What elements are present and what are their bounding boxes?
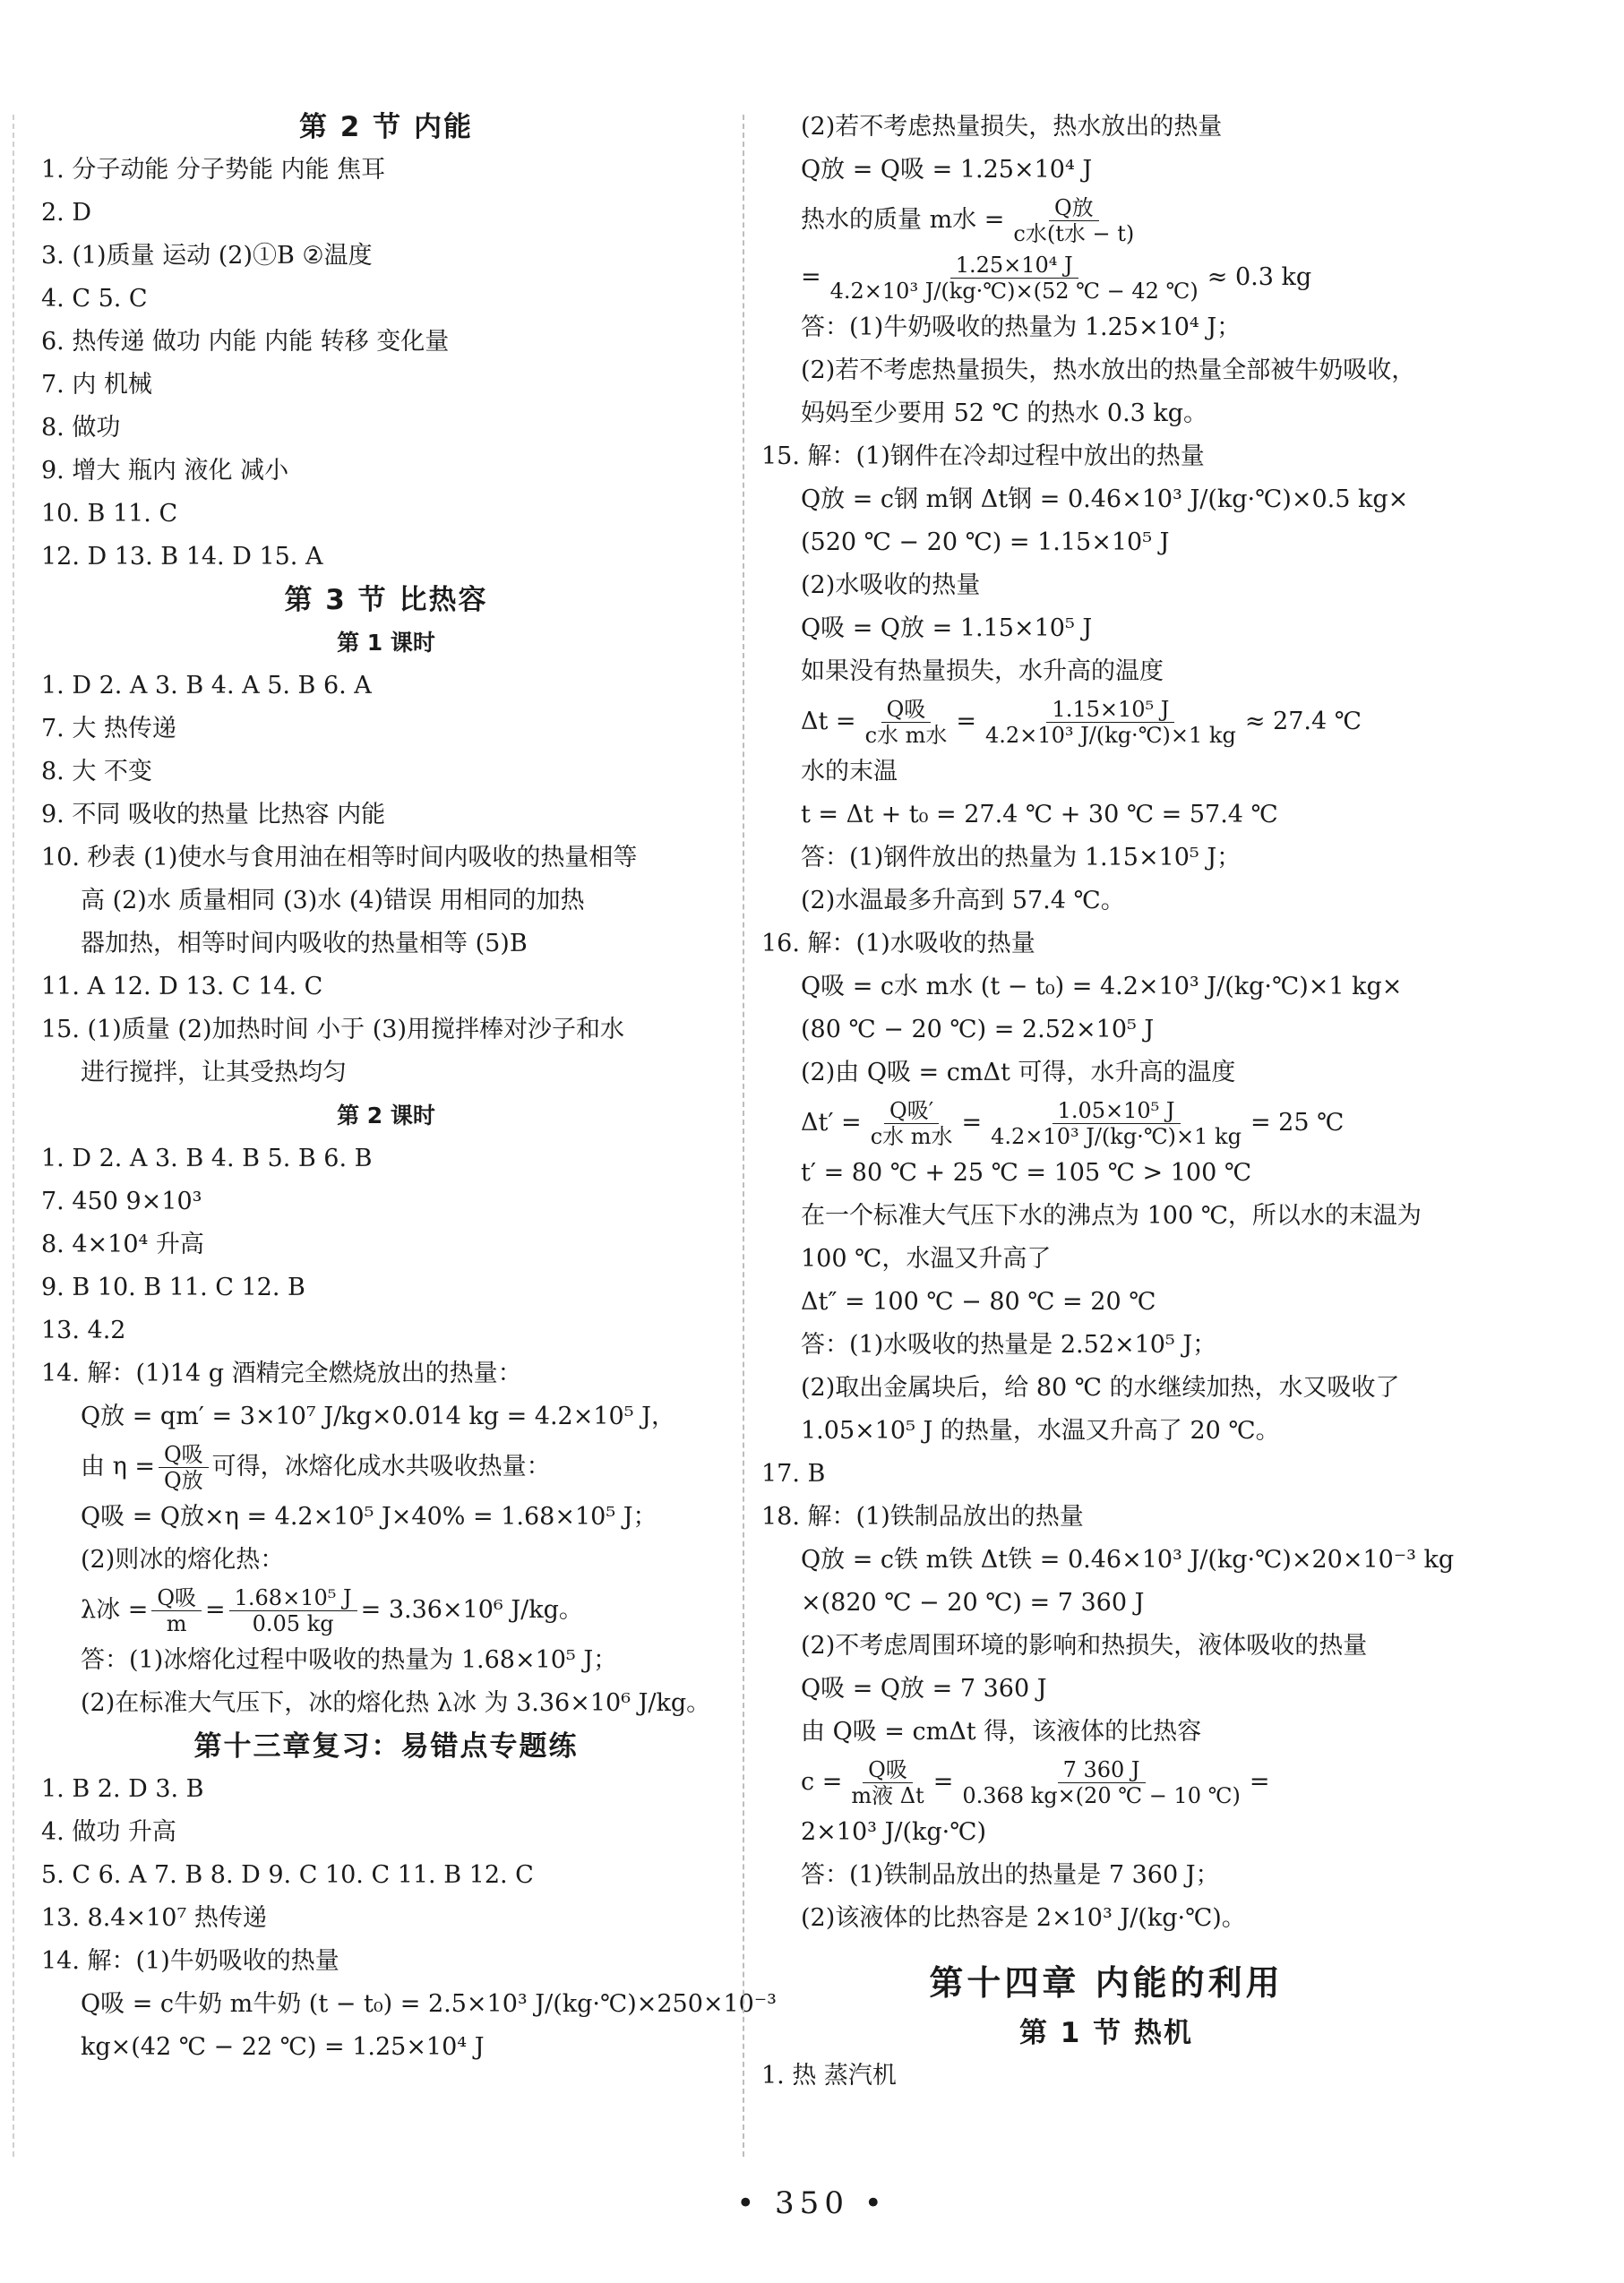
- formula-line: [761, 249, 1451, 306]
- answer-line: 1. 分子动能 分子势能 内能 焦耳: [41, 156, 386, 184]
- answer-continuation: 妈妈至少要用 52 ℃ 的热水 0.3 kg。: [801, 399, 1208, 427]
- formula-line: [41, 1438, 731, 1496]
- formula-prefix: 热水的质量 m水 =: [801, 206, 1005, 234]
- fraction-denominator: 0.05 kg: [252, 1610, 334, 1636]
- fraction: [825, 253, 1204, 304]
- formula-suffix: ≈ 0.3 kg: [1207, 263, 1312, 291]
- margin-rule: [13, 115, 14, 2157]
- answer-line: 5. C 6. A 7. B 8. D 9. C 10. C 11. B 12. C: [41, 1861, 534, 1889]
- answer-continuation: Q吸 = c牛奶 m牛奶 (t − t₀) = 2.5×10³ J/(kg·℃)×250×10⁻³: [81, 1990, 777, 2018]
- lesson-heading: 第 2 课时: [337, 1103, 435, 1129]
- fraction-numerator: Q放: [1049, 195, 1099, 221]
- fraction: [865, 1098, 958, 1149]
- answer-line: 1. D 2. A 3. B 4. A 5. B 6. A: [41, 672, 372, 699]
- answer-line: 18. 解：(1)铁制品放出的热量: [761, 1503, 1084, 1531]
- answer-continuation: 1.05×10⁵ J 的热量，水温又升高了 20 ℃。: [801, 1417, 1280, 1445]
- fraction-denominator: 4.2×10³ J/(kg·℃)×1 kg: [985, 722, 1236, 748]
- answer-continuation: t = Δt + t₀ = 27.4 ℃ + 30 ℃ = 57.4 ℃: [801, 801, 1278, 828]
- formula-prefix: 由 η =: [81, 1453, 155, 1481]
- formula-prefix: Δt =: [801, 708, 856, 735]
- fraction-numerator: 1.25×10⁴ J: [950, 253, 1078, 279]
- chapter-heading: 第十四章 内能的利用: [929, 1963, 1284, 2003]
- answer-continuation: Q吸 = Q放 = 7 360 J: [801, 1675, 1047, 1703]
- formula-line: [41, 1582, 731, 1639]
- answer-continuation: 答：(1)牛奶吸收的热量为 1.25×10⁴ J；: [801, 313, 1242, 341]
- fraction-denominator: m: [166, 1610, 187, 1636]
- answer-continuation: Q吸 = Q放 = 1.15×10⁵ J: [801, 614, 1093, 642]
- answer-line: 9. 增大 瓶内 液化 减小: [41, 457, 289, 485]
- formula-suffix: =: [1249, 1768, 1270, 1796]
- answer-continuation: Q放 = c钢 m钢 Δt钢 = 0.46×10³ J/(kg·℃)×0.5 kg×: [801, 485, 1409, 513]
- fraction-denominator: 4.2×10³ J/(kg·℃)×1 kg: [991, 1123, 1242, 1149]
- answer-continuation: ×(820 ℃ − 20 ℃) = 7 360 J: [801, 1589, 1145, 1617]
- answer-continuation: 如果没有热量损失，水升高的温度: [801, 657, 1164, 685]
- answer-line: 11. A 12. D 13. C 14. C: [41, 973, 323, 1000]
- formula-line: [761, 693, 1451, 751]
- fraction-denominator: c水 m水: [870, 1123, 953, 1149]
- answer-continuation: (2)水温最多升高到 57.4 ℃。: [801, 887, 1125, 914]
- answer-continuation: (2)若不考虑热量损失，热水放出的热量全部被牛奶吸收，: [801, 356, 1416, 384]
- fraction: [985, 1098, 1247, 1149]
- answer-line: 2. D: [41, 199, 91, 227]
- answer-continuation: 答：(1)铁制品放出的热量是 7 360 J；: [801, 1861, 1220, 1889]
- answer-line: 1. D 2. A 3. B 4. B 5. B 6. B: [41, 1145, 373, 1172]
- fraction: [980, 697, 1242, 748]
- answer-continuation: Q吸 = Q放×η = 4.2×10⁵ J×40% = 1.68×10⁵ J；: [81, 1503, 657, 1531]
- formula-equals: =: [961, 1109, 983, 1137]
- answer-line: 9. 不同 吸收的热量 比热容 内能: [41, 801, 386, 828]
- answer-continuation: (2)由 Q吸 = cmΔt 可得，水升高的温度: [801, 1059, 1236, 1086]
- answer-continuation: Δt″ = 100 ℃ − 80 ℃ = 20 ℃: [801, 1288, 1156, 1316]
- answer-continuation: 由 Q吸 = cmΔt 得，该液体的比热容: [801, 1718, 1202, 1746]
- answer-continuation: t′ = 80 ℃ + 25 ℃ = 105 ℃ > 100 ℃: [801, 1159, 1252, 1187]
- fraction-denominator: Q放: [163, 1467, 203, 1493]
- answer-continuation: (2)水吸收的热量: [801, 571, 981, 599]
- section-heading: 第 3 节 比热容: [284, 584, 488, 616]
- answer-continuation: 2×10³ J/(kg·℃): [801, 1818, 986, 1846]
- answer-line: 13. 8.4×10⁷ 热传递: [41, 1904, 267, 1932]
- section-heading: 第 2 节 内能: [299, 111, 473, 143]
- fraction-numerator: Q吸: [881, 697, 932, 723]
- answer-continuation: (2)不考虑周围环境的影响和热损失，液体吸收的热量: [801, 1632, 1368, 1660]
- fraction-denominator: 0.368 kg×(20 ℃ − 10 ℃): [962, 1782, 1241, 1808]
- formula-prefix: c =: [801, 1768, 843, 1796]
- answer-line: 17. B: [761, 1460, 826, 1488]
- right-column: [761, 106, 1455, 2098]
- answer-line: 3. (1)质量 运动 (2)①B ②温度: [41, 242, 373, 270]
- fraction-numerator: 1.68×10⁵ J: [229, 1585, 357, 1611]
- answer-line: 6. 热传递 做功 内能 内能 转移 变化量: [41, 328, 450, 356]
- section-heading: 第 1 节 热机: [1019, 2017, 1193, 2049]
- answer-line: 8. 4×10⁴ 升高: [41, 1231, 204, 1258]
- answer-continuation: Q吸 = c水 m水 (t − t₀) = 4.2×10³ J/(kg·℃)×1 kg×: [801, 973, 1403, 1000]
- answer-continuation: 100 ℃，水温又升高了: [801, 1245, 1052, 1273]
- formula-equals: =: [205, 1596, 226, 1624]
- formula-prefix: =: [801, 263, 821, 291]
- answer-continuation: 在一个标准大气压下水的沸点为 100 ℃，所以水的末温为: [801, 1202, 1422, 1230]
- answer-continuation: 高 (2)水 质量相同 (3)水 (4)错误 用相同的加热: [81, 887, 585, 914]
- fraction-denominator: c水(t水 − t): [1013, 220, 1135, 246]
- fraction: [957, 1757, 1245, 1808]
- answer-continuation: 答：(1)水吸收的热量是 2.52×10⁵ J；: [801, 1331, 1217, 1359]
- fraction-numerator: Q吸: [151, 1585, 202, 1611]
- answer-line: 7. 内 机械: [41, 371, 152, 399]
- fraction-numerator: Q吸′: [884, 1098, 939, 1124]
- answer-continuation: (2)在标准大气压下，冰的熔化热 λ冰 为 3.36×10⁶ J/kg。: [81, 1689, 711, 1717]
- formula-equals: =: [956, 708, 977, 735]
- fraction-numerator: Q吸: [159, 1442, 209, 1468]
- formula-suffix: = 25 ℃: [1250, 1109, 1345, 1137]
- fraction: [229, 1585, 357, 1636]
- answer-line: 10. B 11. C: [41, 500, 178, 528]
- fraction: [1008, 195, 1139, 246]
- fraction-numerator: 1.05×10⁵ J: [1053, 1098, 1181, 1124]
- answer-line: 14. 解：(1)牛奶吸收的热量: [41, 1947, 339, 1975]
- answer-continuation: (2)取出金属块后，给 80 ℃ 的水继续加热，水又吸收了: [801, 1374, 1400, 1402]
- answer-continuation: 进行搅拌，让其受热均匀: [81, 1059, 347, 1086]
- answer-line: 9. B 10. B 11. C 12. B: [41, 1274, 305, 1301]
- answer-continuation: 答：(1)钢件放出的热量为 1.15×10⁵ J；: [801, 844, 1242, 871]
- answer-line: 14. 解：(1)14 g 酒精完全燃烧放出的热量：: [41, 1360, 522, 1387]
- left-column: [41, 106, 777, 2069]
- page-number: • 350 •: [736, 2185, 888, 2221]
- answer-line: 8. 做功: [41, 414, 121, 442]
- lesson-heading: 第 1 课时: [337, 630, 435, 656]
- fraction: [159, 1442, 209, 1493]
- answer-line: 12. D 13. B 14. D 15. A: [41, 543, 323, 571]
- answer-continuation: 答：(1)冰熔化过程中吸收的热量为 1.68×10⁵ J；: [81, 1646, 618, 1674]
- answer-line: 13. 4.2: [41, 1317, 126, 1344]
- answer-line: 4. 做功 升高: [41, 1818, 176, 1846]
- fraction: [151, 1585, 202, 1636]
- formula-line: [761, 192, 1451, 249]
- section-heading: 第十三章复习：易错点专题练: [193, 1730, 579, 1763]
- fraction-numerator: 1.15×10⁵ J: [1046, 697, 1174, 723]
- answer-continuation: Q放 = qm′ = 3×10⁷ J/kg×0.014 kg = 4.2×10⁵ J，: [81, 1403, 675, 1430]
- answer-line: 8. 大 不变: [41, 758, 152, 785]
- formula-prefix: λ冰 =: [81, 1596, 149, 1624]
- answer-continuation: (2)若不考虑热量损失，热水放出的热量: [801, 113, 1223, 141]
- answer-continuation: kg×(42 ℃ − 22 ℃) = 1.25×10⁴ J: [81, 2033, 485, 2061]
- formula-line: [761, 1754, 1451, 1811]
- fraction-denominator: 4.2×10³ J/(kg·℃)×(52 ℃ − 42 ℃): [829, 278, 1199, 304]
- formula-equals: =: [932, 1768, 954, 1796]
- answer-continuation: Q放 = c铁 m铁 Δt铁 = 0.46×10³ J/(kg·℃)×20×10⁻³ kg: [801, 1546, 1455, 1574]
- answer-line: 1. B 2. D 3. B: [41, 1775, 204, 1803]
- formula-suffix: 可得，冰熔化成水共吸收热量：: [211, 1453, 551, 1481]
- answer-line: 4. C 5. C: [41, 285, 148, 313]
- answer-continuation: (80 ℃ − 20 ℃) = 2.52×10⁵ J: [801, 1016, 1155, 1043]
- answer-continuation: 器加热，相等时间内吸收的热量相等 (5)B: [81, 930, 528, 957]
- answer-continuation: Q放 = Q吸 = 1.25×10⁴ J: [801, 156, 1093, 184]
- answer-continuation: (2)该液体的比热容是 2×10³ J/(kg·℃)。: [801, 1904, 1246, 1932]
- fraction-numerator: 7 360 J: [1058, 1757, 1146, 1783]
- column-divider: [743, 115, 744, 2157]
- fraction: [846, 1757, 929, 1808]
- answer-line: 7. 大 热传递: [41, 715, 176, 742]
- answer-line: 16. 解：(1)水吸收的热量: [761, 930, 1035, 957]
- formula-suffix: ≈ 27.4 ℃: [1244, 708, 1362, 735]
- answer-continuation: 水的末温: [801, 758, 898, 785]
- answer-continuation: (2)则冰的熔化热：: [81, 1546, 285, 1574]
- formula-line: [761, 1094, 1451, 1152]
- answer-line: 1. 热 蒸汽机: [761, 2062, 897, 2090]
- fraction-denominator: m液 Δt: [851, 1782, 924, 1808]
- answer-line: 10. 秒表 (1)使水与食用油在相等时间内吸收的热量相等: [41, 844, 638, 871]
- answer-line: 15. 解：(1)钢件在冷却过程中放出的热量: [761, 442, 1205, 470]
- formula-suffix: = 3.36×10⁶ J/kg。: [360, 1596, 583, 1624]
- answer-line: 15. (1)质量 (2)加热时间 小于 (3)用搅拌棒对沙子和水: [41, 1016, 625, 1043]
- fraction: [860, 697, 953, 748]
- answer-line: 7. 450 9×10³: [41, 1188, 202, 1215]
- fraction-numerator: Q吸: [863, 1757, 913, 1783]
- fraction-denominator: c水 m水: [864, 722, 948, 748]
- answer-continuation: (520 ℃ − 20 ℃) = 1.15×10⁵ J: [801, 528, 1170, 556]
- formula-prefix: Δt′ =: [801, 1109, 862, 1137]
